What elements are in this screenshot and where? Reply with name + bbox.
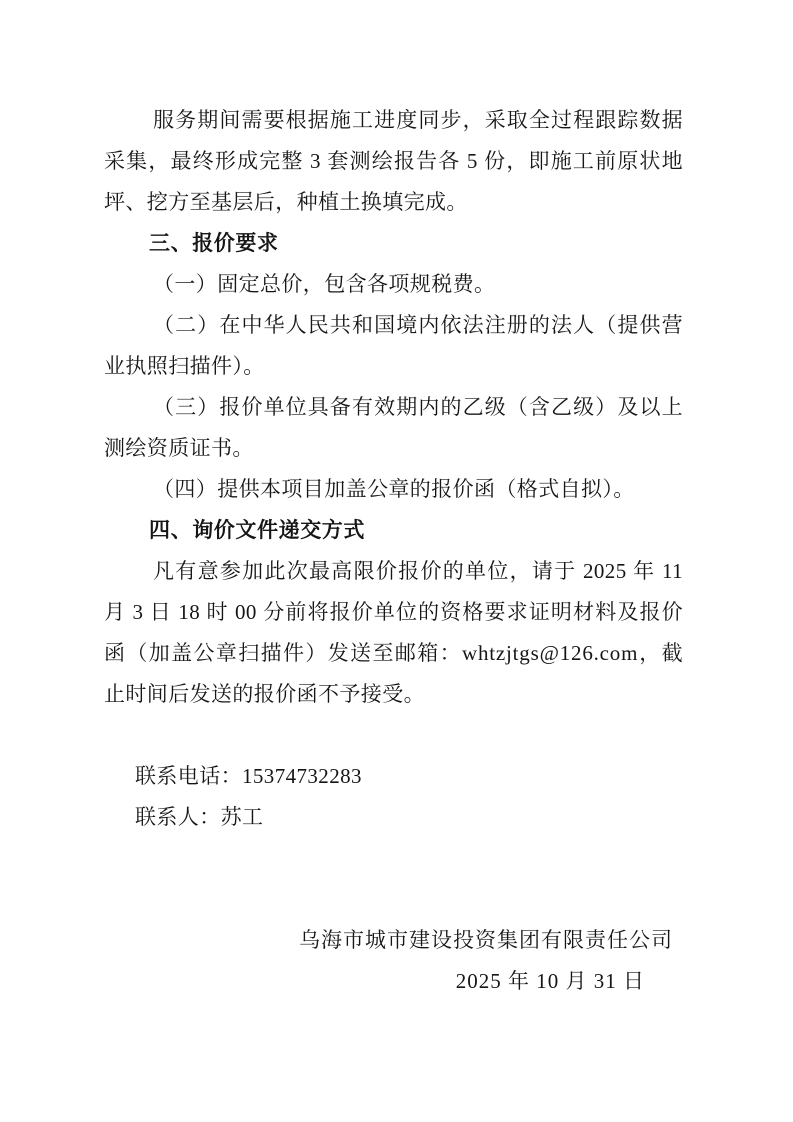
submission-text-after-email: ，截止时间后发送的报价函不予接受。 — [104, 641, 683, 706]
submission-paragraph — [104, 551, 683, 715]
submission-text-before-email: 凡有意参加此次最高限价报价的单位，请于 2025 年 11 月 3 日 18 时 00 分前将报价单位的资格要求证明材料及报价函（加盖公章扫描件）发送至邮箱： — [104, 559, 683, 665]
section3-item-3: （三）报价单位具备有效期内的乙级（含乙级）及以上测绘资质证书。 — [104, 395, 683, 460]
section3-item-1: （一）固定总价，包含各项规税费。 — [153, 272, 496, 296]
signature-block — [104, 920, 683, 1002]
section3-heading: 三、报价要求 — [149, 232, 279, 255]
signature-date: 2025 年 10 月 31 日 — [455, 969, 645, 993]
contact-phone-label: 联系电话： — [135, 764, 242, 788]
contact-block — [104, 756, 683, 838]
section4-heading: 四、询价文件递交方式 — [149, 519, 365, 542]
section3-item-2: （二）在中华人民共和国境内依法注册的法人（提供营业执照扫描件）。 — [104, 313, 683, 378]
contact-phone-number: 15374732283 — [242, 764, 362, 788]
contact-person-name: 苏工 — [220, 805, 264, 829]
section3-item-4: （四）提供本项目加盖公章的报价函（格式自拟）。 — [153, 477, 635, 501]
intro-paragraph: 服务期间需要根据施工进度同步，采取全过程跟踪数据采集，最终形成完整 3 套测绘报告各 5 份，即施工前原状地坪、挖方至基层后，种植土换填完成。 — [104, 108, 683, 214]
contact-phone-line — [104, 756, 683, 797]
submission-email: whtzjtgs@126.com — [462, 641, 639, 665]
contact-person-label: 联系人： — [135, 805, 221, 829]
contact-person-line — [104, 797, 683, 838]
signature-company: 乌海市城市建设投资集团有限责任公司 — [299, 928, 673, 952]
